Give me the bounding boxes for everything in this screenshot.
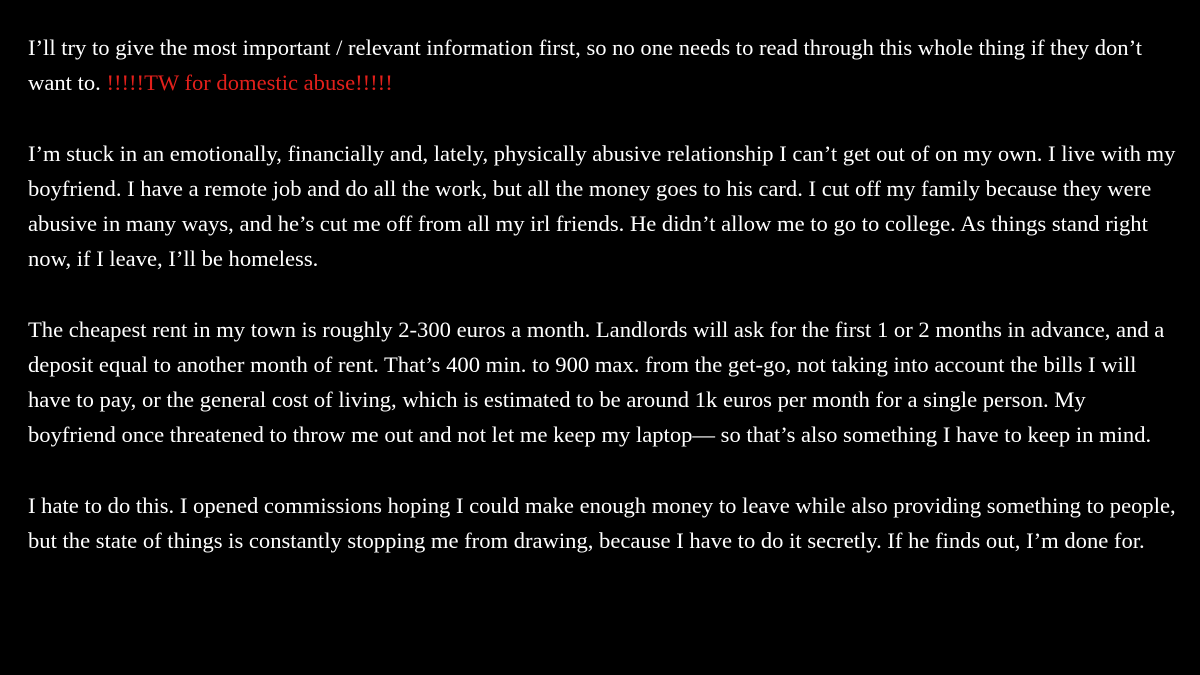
document-body — [28, 30, 1178, 593]
situation-paragraph: I’m stuck in an emotionally, financially and, lately, physically abusive relationship I can’t get out of on my own. I live with my boyfriend. I have a remote job and do all the work, but all the money goes to his card. I cut off my family because they were abusive in many ways, and he’s cut me off from all my irl friends. He didn’t allow me to go to college. As things stand right now, if I leave, I’ll be homeless. — [28, 140, 1176, 272]
trigger-warning: !!!!!TW for domestic abuse!!!!! — [106, 70, 393, 96]
intro-paragraph — [28, 30, 1178, 100]
intro-text: I’ll try to give the most important / relevant information first, so no one needs to read through this whole thing if they don’t want to. — [28, 35, 1142, 96]
rent-paragraph: The cheapest rent in my town is roughly 2-300 euros a month. Landlords will ask for the first 1 or 2 months in advance, and a deposit equal to another month of rent. That’s 400 min. to 900 max. from the get-go, not taking into account the bills I will have to pay, or the general cost of living, which is estimated to be around 1k euros per month for a single person. My boyfriend once threatened to throw me out and not let me keep my laptop— so that’s also something I have to keep in mind. — [28, 316, 1165, 448]
commissions-paragraph: I hate to do this. I opened commissions hoping I could make enough money to leave while also providing something to people, but the state of things is constantly stopping me from drawing, because I have to do it secretly. If he finds out, I’m done for. — [28, 492, 1176, 553]
